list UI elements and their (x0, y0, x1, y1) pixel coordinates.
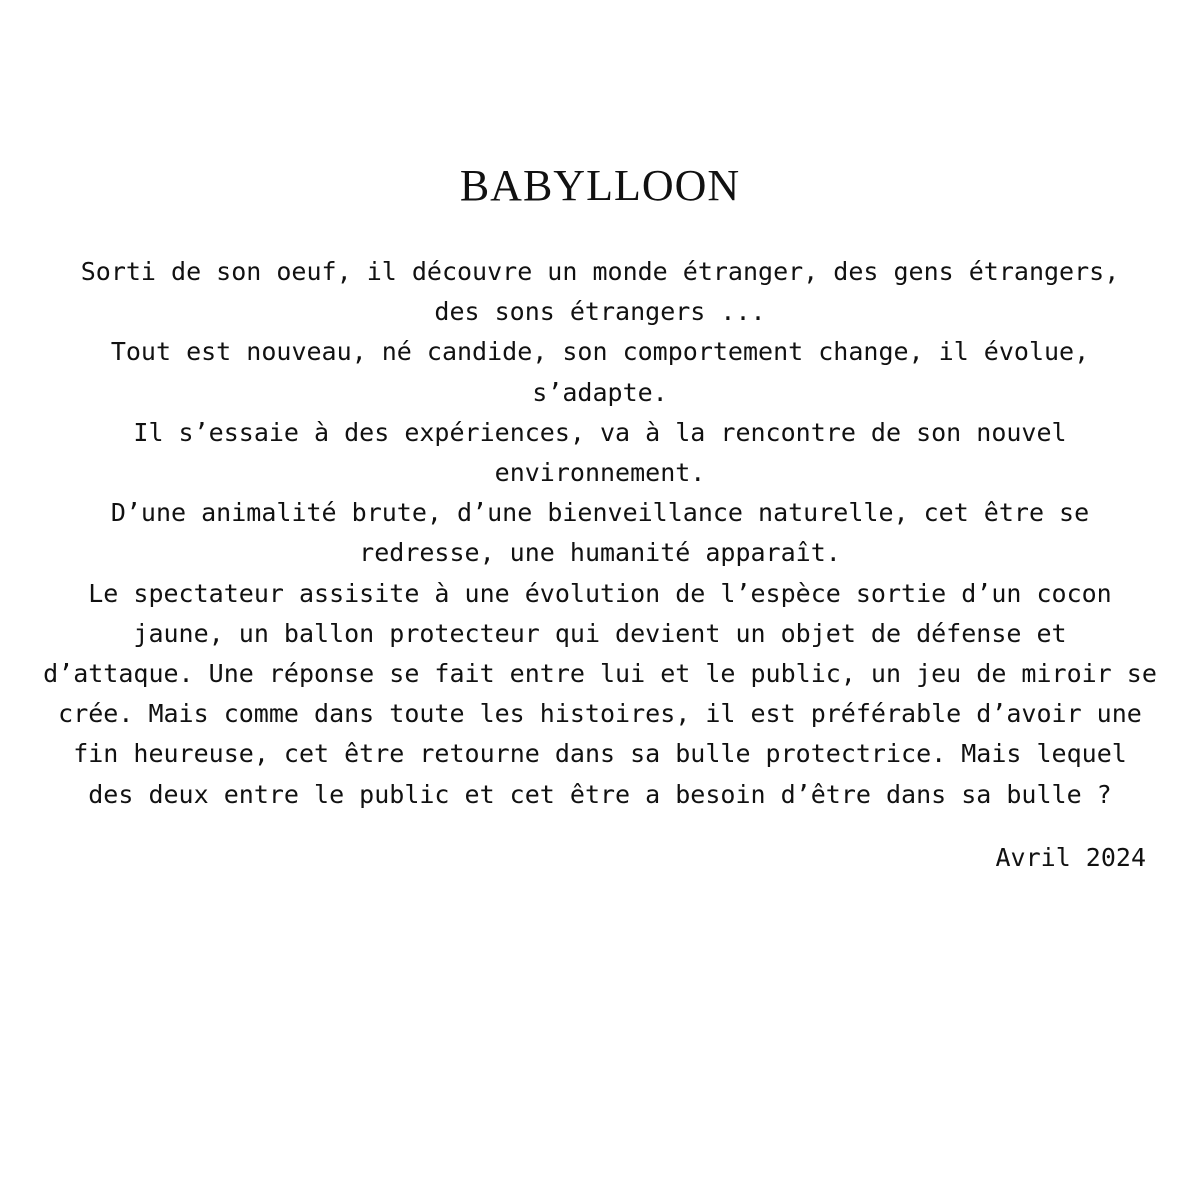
document-title: BABYLLOON (459, 161, 741, 210)
document-body (40, 252, 1160, 815)
body-line: Le spectateur assisite à une évolution de l’espèce sortie d’un cocon (88, 578, 1112, 608)
body-line: crée. Mais comme dans toute les histoires, il est préférable d’avoir une (58, 699, 1142, 729)
body-line: redresse, une humanité apparaît. (359, 538, 841, 568)
body-line: Sorti de son oeuf, il découvre un monde étranger, des gens étrangers, (80, 257, 1120, 286)
body-line: d’attaque. Une réponse se fait entre lui et le public, un jeu de miroir se (43, 659, 1157, 689)
body-line: Tout est nouveau, né candide, son comportement change, il évolue, (110, 337, 1090, 367)
body-line: environnement. (494, 458, 706, 488)
body-line: Il s’essaie à des expériences, va à la rencontre de son nouvel (133, 417, 1067, 447)
body-line: s’adapte. (532, 377, 668, 407)
body-line: fin heureuse, cet être retourne dans sa bulle protectrice. Mais lequel (73, 739, 1127, 769)
body-line: D’une animalité brute, d’une bienveillance naturelle, cet être se (110, 498, 1090, 528)
body-line: des sons étrangers ... (434, 297, 766, 327)
body-line: jaune, un ballon protecteur qui devient un objet de défense et (133, 618, 1067, 648)
document-date: Avril 2024 (995, 843, 1146, 872)
body-line: des deux entre le public et cet être a besoin d’être dans sa bulle ? (88, 779, 1112, 809)
